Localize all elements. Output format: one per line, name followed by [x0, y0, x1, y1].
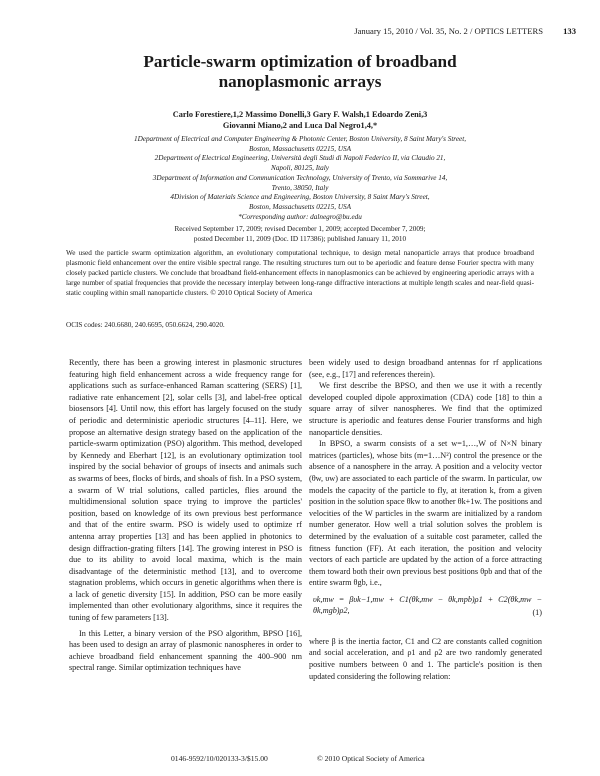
- left-column: [69, 357, 302, 674]
- page-number: 133: [563, 26, 576, 36]
- journal-info: January 15, 2010 / Vol. 35, No. 2 / OPTICS LETTERS: [354, 26, 543, 36]
- affiliation-line: Boston, Massachusetts 02215, USA: [248, 202, 352, 211]
- received-line-2: posted December 11, 2009 (Doc. ID 117386); published January 11, 2010: [193, 234, 407, 243]
- abstract: We used the particle swarm optimization algorithm, an evolutionary computational technique, to design metal nanoparticle arrays that produce broadband plasmonic field enhancement over the entire visible spectral range. The resulting structures turn out to be aperiodic and feature dense Fourier spectra with many closely packed particle clusters. We conclude that broadband field-enhancement effects in nanoplasmonics can be achieved by engineering aperiodic arrays with a large number of spatial frequencies that provide the necessary interplay between long-range diffractive interactions at multiple length scales and near-field quasi-static coupling within small nanoparticle clusters. © 2010 Optical Society of America: [66, 249, 534, 297]
- title-line-2: nanoplasmonic arrays: [218, 72, 382, 91]
- title-line-1: Particle-swarm optimization of broadband: [143, 52, 457, 71]
- affiliation-line: 1Department of Electrical and Computer Engineering & Photonic Center, Boston University, 8 Saint Mary's Street,: [133, 135, 467, 143]
- body-paragraph: where β is the inertia factor, C1 and C2 are constants called cognition and social acceleration, and ρ1 and ρ2 are two randomly generated positive numbers between 0 and 1. The particle's position is then updated considering the following relation:: [309, 636, 542, 681]
- body-paragraph: Recently, there has been a growing interest in plasmonic structures featuring high field enhancement across a wide frequency range for applications such as surface-enhanced Raman scattering (SERS) [1], radiative rate enhancement [2], solar cells [3], and label-free optical biosensors [4]. Until now, this effort has largely focused on the study of periodic and deterministic aperiodic structures [4–11]. Here, we propose an alternative design strategy based on the application of the particle-swarm optimization (PSO) algorithm. This method, developed by Kennedy and Eberhart [12], is an evolutionary optimization tool inspired by the social behavior of groups of insects and animals such as swarms of bees, flocks of birds, and shoals of fish. In a PSO system, a swarm of W trial solutions, called particles, flies around the multidimensional solution space trying to improve the particles' position, based on knowledge of its own previous best performance and that of the entire swarm. PSO is widely used to optimize rf antenna array properties [13] and has been applied in photonics to design diffraction-grating filters [14]. The growing interest in PSO is due to its ability to avoid local maxima, which is the main disadvantage of the deterministic method [13], and to overcome stagnation problems, which occurs in genetic algorithms when there is a lack of genetic diversity [15]. In addition, PSO can be more easily implemented than other evolutionary algorithms, since it requires the tuning of few parameters [13].: [69, 358, 302, 623]
- body-paragraph: been widely used to design broadband antennas for rf applications (see, e.g., [17] and references therein).: [309, 358, 542, 379]
- received-dates: [70, 225, 530, 244]
- affiliation-line: Boston, Massachusetts 02215, USA: [248, 144, 352, 153]
- authors-line-2: Giovanni Miano,2 and Luca Dal Negro1,4,*: [222, 121, 378, 130]
- corresponding-author: *Corresponding author: dalnegro@bu.edu: [238, 212, 362, 221]
- equation-body: υk,mw = βυk−1,mw + C1(θk,mw − θk,mpb)ρ1 + C2(θk,mw − θk,mgb)ρ2,: [313, 594, 542, 616]
- right-column: [309, 357, 542, 682]
- affiliation-line: 3Department of Information and Communication Technology, University of Trento, via Sommarive 14,: [152, 173, 448, 182]
- author-list: [0, 109, 600, 131]
- affiliation-line: Trento, 38050, Italy: [271, 183, 329, 192]
- affiliation-line: 4Division of Materials Science and Engineering, Boston University, 8 Saint Mary's Street,: [170, 193, 430, 202]
- issn-code: 0146-9592/10/020133-3/$15.00: [171, 754, 268, 763]
- page-footer: [0, 754, 600, 766]
- ocis-codes: OCIS codes: 240.6680, 240.6695, 050.6624, 290.4020.: [66, 321, 225, 329]
- body-paragraph: In BPSO, a swarm consists of a set w=1,…,W of N×N binary matrices (particles), whose bits (m=1…N²) control the presence or the absence of a nanosphere in the array. A position and a velocity vector (θw, υw) are associated to each particle of the swarm. In particular, υw models the capacity of the particle to fly, at iteration k, from a given position in the solution space θkw to another θk+1w. The positions and velocities of the W particles in the swarm are initialized by a random number generator. How well a trial solution solves the problem is determined by the evaluation of a suitable cost parameter, called the fitness function (FF). At each iteration, the position and velocity vectors of each particle are updated by the action of a force attracting them toward both their own previous best positions θpb and that of the entire swarm θgb, i.e.,: [309, 439, 542, 588]
- affiliations: [60, 135, 540, 222]
- body-paragraph: We first describe the BPSO, and then we use it with a recently developed coupled dipole approximation (CDA) code [18] to thin a square array of silver nanospheres. We find that the optimized structure is aperiodic and features dense Fourier transforms and high nanoparticle densities.: [309, 381, 542, 437]
- affiliation-line: Napoli, 80125, Italy: [271, 164, 329, 173]
- body-paragraph: In this Letter, a binary version of the PSO algorithm, BPSO [16], has been used to design an array of plasmonic nanospheres in order to achieve broadband field enhancement spanning the 400–900 nm spectral range. Similar optimization techniques have: [69, 628, 302, 673]
- received-line-1: Received September 17, 2009; revised December 1, 2009; accepted December 7, 2009;: [174, 225, 426, 233]
- paper-title: [0, 52, 600, 92]
- equation-number: (1): [532, 607, 542, 617]
- equation-1: [309, 592, 542, 632]
- affiliation-line: 2Department of Electrical Engineering, Università degli Studi di Napoli Federico II, via Claudio 21,: [154, 154, 446, 163]
- authors-line-1: Carlo Forestiere,1,2 Massimo Donelli,3 Gary F. Walsh,1 Edoardo Zeni,3: [172, 110, 428, 119]
- running-header: [0, 26, 600, 40]
- copyright-notice: © 2010 Optical Society of America: [317, 754, 425, 763]
